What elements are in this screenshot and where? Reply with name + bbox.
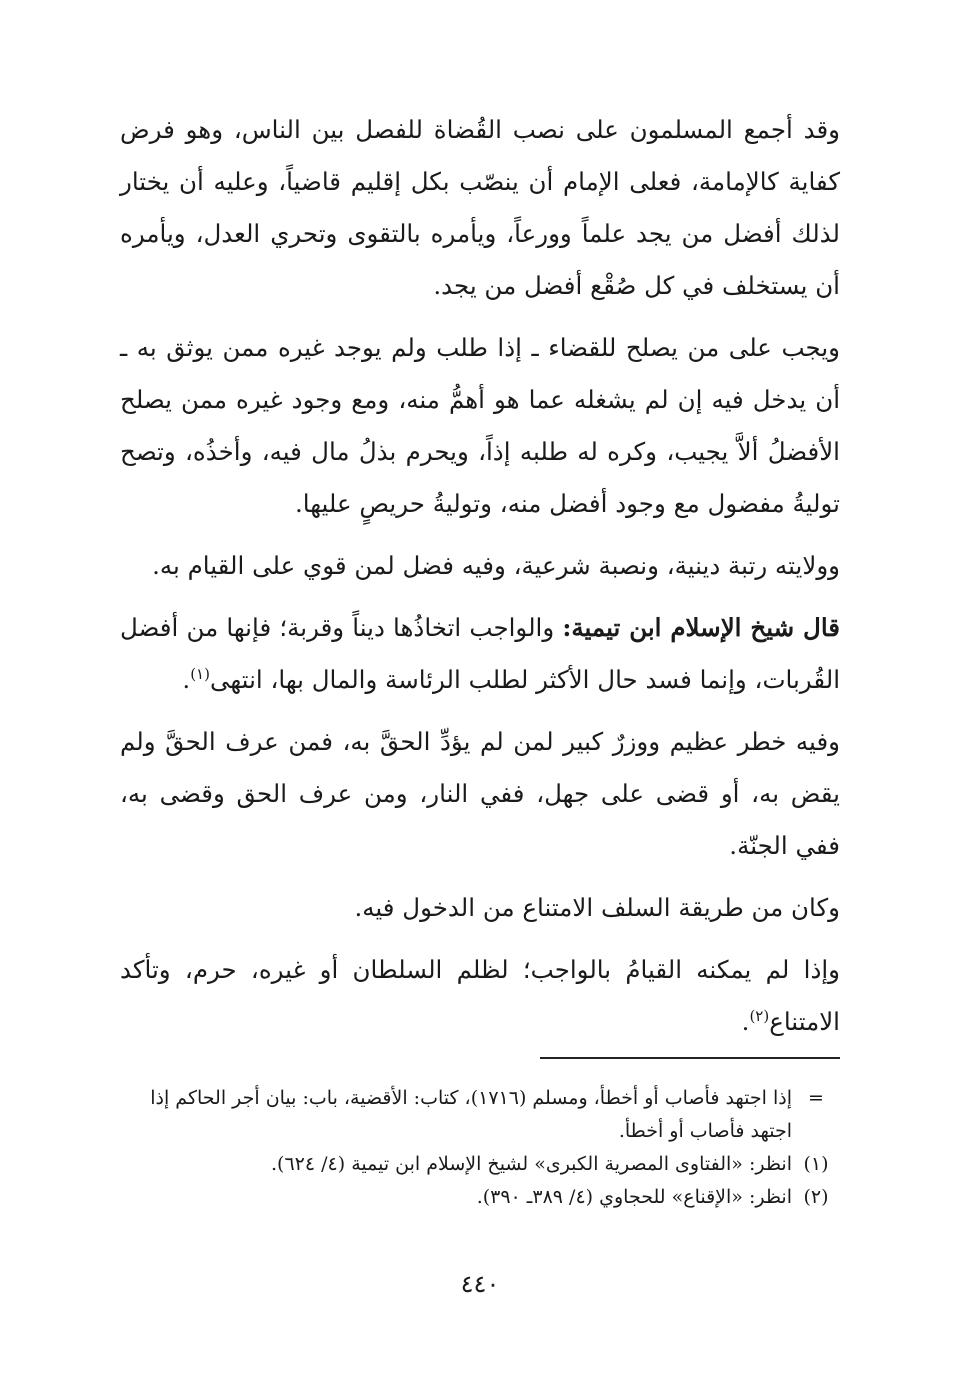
main-text (120, 104, 840, 1058)
paragraph-4-text: والواجب اتخاذُها ديناً وقربة؛ فإنها من أفضل القُربات، وإنما فسد حال الأكثر لطلب الرئاسة والمال بها، انتهى (120, 613, 840, 694)
paragraph-5 (120, 716, 840, 872)
paragraph-1 (120, 104, 840, 312)
footnote-2 (120, 1181, 840, 1214)
paragraph-1-text: وقد أجمع المسلمون على نصب القُضاة للفصل بين الناس، وهو فرض كفاية كالإمامة، فعلى الإمام أن ينصّب بكل إقليم قاضياً، وعليه أن يختار لذلك أفضل من يجد علماً وورعاً، ويأمره بالتقوى وتحري العدل، ويأمره أن يستخلف في كل صُقْع أفضل من يجد. (120, 115, 840, 300)
paragraph-4 (120, 602, 840, 706)
footnote-ref-2[interactable]: (٢) (749, 1006, 770, 1025)
footnote-continued (120, 1082, 840, 1148)
footnote-separator (540, 1057, 840, 1059)
paragraph-7-tail: . (741, 1007, 750, 1036)
quote-attribution: قال شيخ الإسلام ابن تيمية: (562, 613, 840, 642)
footnotes (120, 1082, 840, 1214)
paragraph-3 (120, 540, 840, 592)
footnote-ref-1[interactable]: (١) (190, 664, 210, 683)
paragraph-5-text: وفيه خطر عظيم ووزرٌ كبير لمن لم يؤدِّ الحقَّ به، فمن عرف الحقَّ ولم يقض به، أو قضى على جهل، ففي النار، ومن عرف الحق وقضى به، ففي الجنّة. (120, 727, 840, 860)
footnote-marker: = (808, 1087, 824, 1109)
paragraph-7 (120, 944, 840, 1048)
paragraph-2-text: ويجب على من يصلح للقضاء ـ إذا طلب ولم يوجد غيره ممن يوثق به ـ أن يدخل فيه إن لم يشغله عما هو أهمُّ منه، ومع وجود غيره ممن يصلح الأفضلُ ألاَّ يجيب، وكره له طلبه إذاً، ويحرم بذلُ مال فيه، وأخذُه، وتصح توليةُ مفضول مع وجود أفضل منه، وتوليةُ حريصٍ عليها. (120, 333, 840, 518)
footnote-text: انظر: «الإقناع» للحجاوي (٤/ ٣٨٩ـ ٣٩٠). (476, 1186, 792, 1208)
paragraph-6-text: وكان من طريقة السلف الامتناع من الدخول فيه. (354, 893, 840, 922)
paragraph-7-text: وإذا لم يمكنه القيامُ بالواجب؛ لظلم السلطان أو غيره، حرم، وتأكد الامتناع (120, 955, 840, 1036)
footnote-marker: (٢) (803, 1186, 829, 1208)
footnote-text: انظر: «الفتاوى المصرية الكبرى» لشيخ الإسلام ابن تيمية (٤/ ٦٢٤). (271, 1153, 792, 1175)
paragraph-3-text: وولايته رتبة دينية، ونصبة شرعية، وفيه فضل لمن قوي على القيام به. (152, 551, 840, 580)
footnote-text: إذا اجتهد فأصاب أو أخطأ، ومسلم (١٧١٦)، كتاب: الأقضية، باب: بيان أجر الحاكم إذا اجتهد فأصاب أو أخطأ. (150, 1087, 792, 1142)
footnote-marker: (١) (803, 1153, 829, 1175)
page-number: ٤٤٠ (460, 1270, 500, 1298)
paragraph-6 (120, 882, 840, 934)
footnote-1 (120, 1148, 840, 1181)
paragraph-2 (120, 322, 840, 530)
paragraph-4-tail: . (182, 665, 191, 694)
